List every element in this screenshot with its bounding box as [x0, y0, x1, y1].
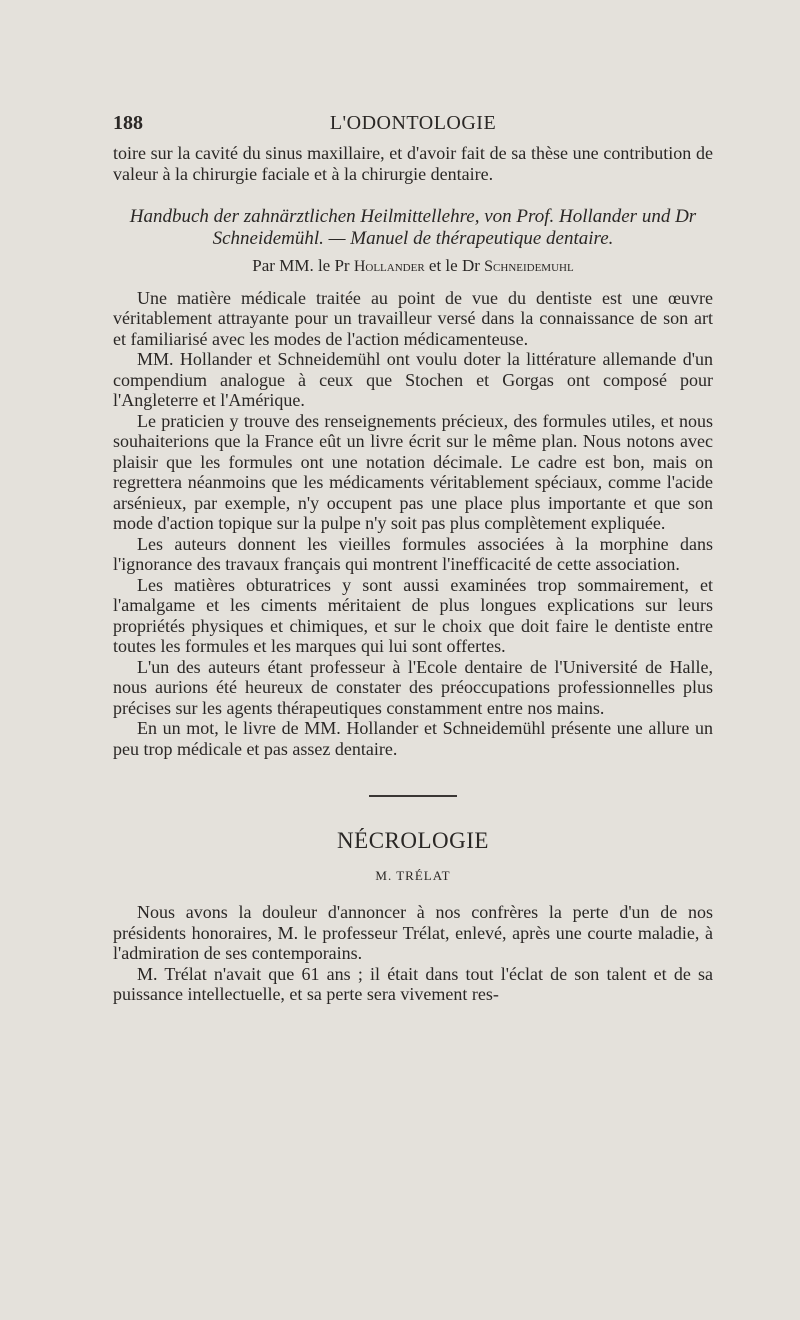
- review-paragraph: Une matière médicale traitée au point de vue du dentiste est une œuvre véritablement attrayante pour un travailleur versé dans la connaissance de son art et familiarisé avec les modes de l'action médicamenteuse.: [113, 287, 713, 349]
- review-paragraph: Les matières obturatrices y sont aussi examinées trop sommairement, et l'amalgame et les ciments méritaient de plus longues explications sur leurs propriétés physiques et chimiques, et sur le choix que doit faire le dentiste entre toutes les formules et les marques qui lui sont offertes.: [113, 574, 713, 656]
- running-head: L'ODONTOLOGIE: [329, 112, 497, 134]
- review-paragraph: Le praticien y trouve des renseignements précieux, des formules utiles, et nous souhaiterions que la France eût un livre écrit sur le même plan. Nous notons avec plaisir que les formules ont une notation décimale. Le cadre est bon, mais on regrettera néanmoins que les médicaments véritablement spéciaux, comme l'acide arsénieux, par exemple, n'y occupent pas une place plus importante et que son mode d'action topique sur la pulpe n'y soit pas plus complètement expliquée.: [113, 410, 713, 533]
- section-subtitle: M. TRÉLAT: [375, 867, 451, 883]
- review-title: Handbuch der zahnärztlichen Heilmittellehre, von Prof. Hollander und Dr Schneidemühl. — Manuel de thérapeutique dentaire.: [129, 206, 697, 249]
- page-header: [113, 112, 713, 142]
- necrologie-paragraph: Nous avons la douleur d'annoncer à nos confrères la perte d'un de nos présidents honoraires, M. le professeur Trélat, enlevé, après une courte maladie, à l'admiration de ses contemporains.: [113, 902, 713, 963]
- review-paragraph: En un mot, le livre de MM. Hollander et Schneidemühl présente une allure un peu trop médicale et pas assez dentaire.: [113, 718, 713, 759]
- opening-paragraph: toire sur la cavité du sinus maxillaire, et d'avoir fait de sa thèse une contribution de valeur à la chirurgie faciale et à la chirurgie dentaire.: [113, 143, 713, 184]
- author-name: Schneidemuhl: [484, 258, 574, 275]
- page-body: [113, 143, 713, 1005]
- review-paragraph: MM. Hollander et Schneidemühl ont voulu doter la littérature allemande d'un compendium analogue à ceux que Stochen et Gorgas ont composé pour l'Angleterre et l'Amérique.: [113, 349, 713, 410]
- section-title: NÉCROLOGIE: [337, 828, 489, 853]
- review-byline: [113, 256, 713, 278]
- review-paragraph: Les auteurs donnent les vieilles formules associées à la morphine dans l'ignorance des travaux français qui montrent l'inefficacité de cette association.: [113, 533, 713, 574]
- author-name: Hollander: [353, 258, 425, 275]
- page-number: 188: [113, 112, 143, 134]
- review-paragraph: L'un des auteurs étant professeur à l'Ecole dentaire de l'Université de Halle, nous aurions été heureux de constater des préoccupations professionnelles plus précises sur les agents thérapeutiques constamment entre nos mains.: [113, 656, 713, 718]
- necrologie-paragraph: M. Trélat n'avait que 61 ans ; il était dans tout l'éclat de son talent et de sa puissance intellectuelle, et sa perte sera vivement res-: [113, 963, 713, 1004]
- byline-prefix: Par MM. le Pr: [252, 256, 350, 275]
- section-divider: [369, 795, 457, 797]
- byline-mid: et le Dr: [428, 256, 480, 275]
